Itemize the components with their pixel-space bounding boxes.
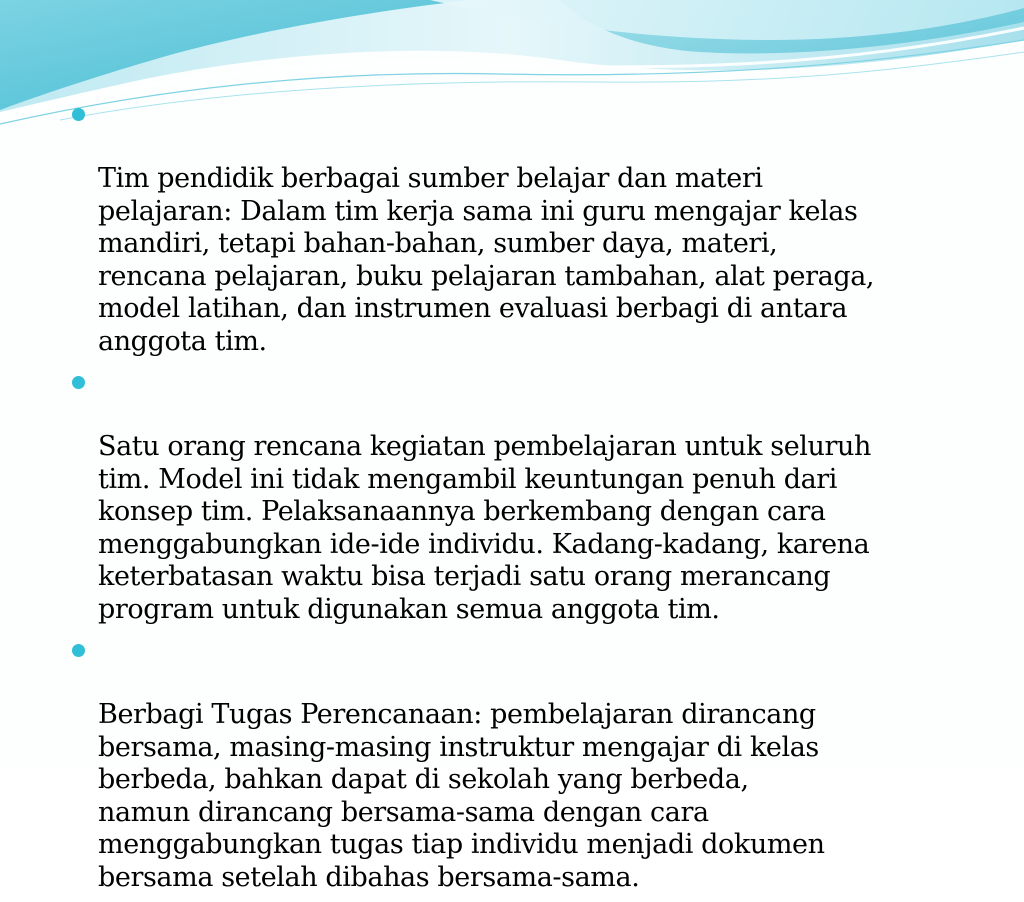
- bullet-icon: [72, 376, 85, 389]
- bullet-text-2: Satu orang rencana kegiatan pembelajaran untuk seluruh tim. Model ini tidak mengambil keuntungan penuh dari konsep tim. Pelaksanaannya berkembang dengan cara menggabungkan ide-ide individu. Kadang-kadang, karena keterbatasan waktu bisa terjadi satu orang merancang program untuk digunakan semua anggota tim.: [98, 431, 871, 625]
- bullet-text-3: Berbagi Tugas Perencanaan: pembelajaran dirancang bersama, masing-masing instruktur mengajar di kelas berbeda, bahkan dapat di sekolah yang berbeda, namun dirancang bersama-sama dengan cara menggabungkan tugas tiap individu menjadi dokumen bersama setelah dibahas bersama-sama.: [98, 699, 825, 893]
- bullet-text-1: Tim pendidik berbagai sumber belajar dan materi pelajaran: Dalam tim kerja sama ini guru mengajar kelas mandiri, tetapi bahan-bahan, sumber daya, materi, rencana pelajaran, buku pelajaran tambahan, alat peraga, model latihan, dan instrumen evaluasi berbagi di antara anggota tim.: [98, 163, 875, 357]
- bullet-item-3: [72, 634, 972, 894]
- bullet-icon: [72, 644, 85, 657]
- bullet-list: [72, 98, 972, 902]
- bullet-item-1: [72, 98, 972, 358]
- bullet-icon: [72, 108, 85, 121]
- bullet-item-2: [72, 366, 972, 626]
